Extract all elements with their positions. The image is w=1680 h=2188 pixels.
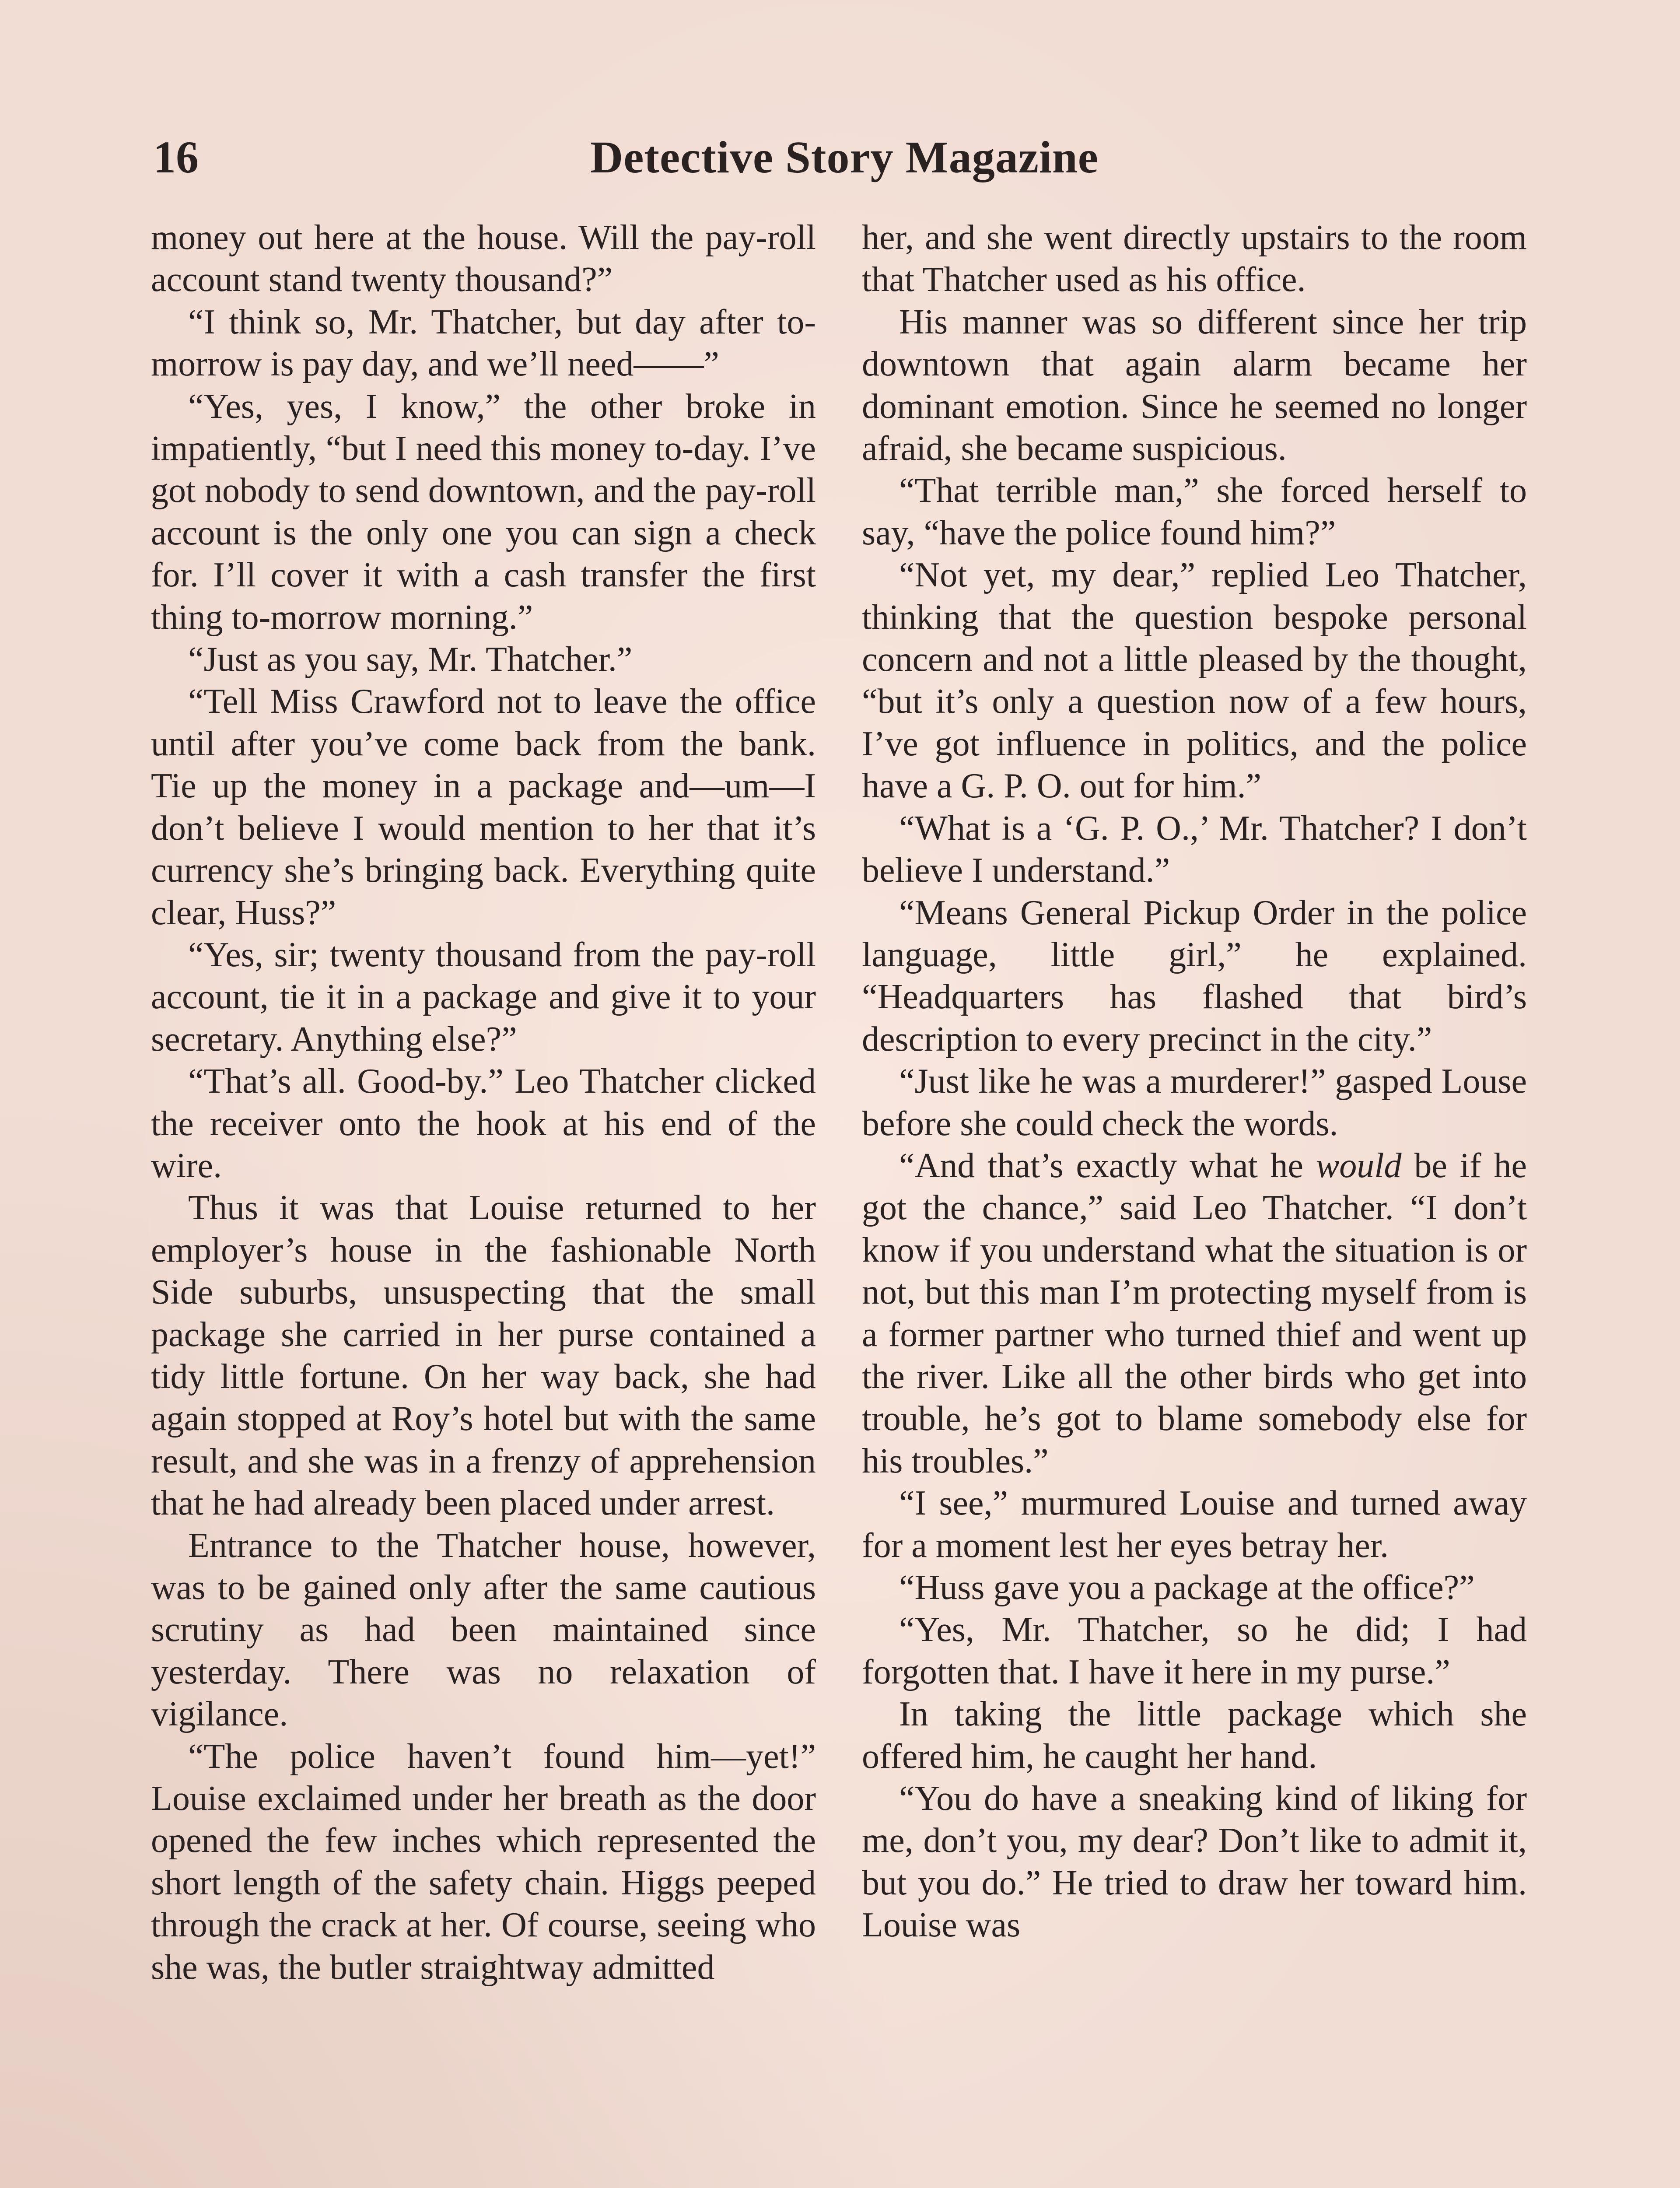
paragraph: money out here at the house. Will the pay-roll account stand twenty thousand?”: [151, 218, 816, 299]
paragraph: Thus it was that Louise returned to her employer’s house in the fashionable North Side suburbs, unsuspecting that the small package she carried in her purse contained a tidy little fortune. On her way back, she had again stopped at Roy’s hotel but with the same result, and she was in a frenzy of apprehension that he had already been placed under arrest.: [151, 1189, 816, 1523]
page-number: 16: [153, 132, 199, 182]
page-header: [144, 131, 1544, 193]
paragraph: “Huss gave you a package at the office?”: [899, 1568, 1475, 1607]
paragraph: “You do have a sneaking kind of liking for me, don’t you, my dear? Don’t like to admit it, but you do.” He tried to draw her toward him. Louise was: [862, 1779, 1527, 1945]
paragraph: her, and she went directly upstairs to the room that Thatcher used as his office.: [862, 218, 1527, 299]
paragraph: Entrance to the Thatcher house, however, was to be gained only after the same cautious scrutiny as had been maintained since yesterday. There was no relaxation of vigilance.: [151, 1526, 816, 1734]
right-column: [862, 217, 1527, 1946]
paragraph: “I see,” murmured Louise and turned away for a moment lest her eyes betray her.: [862, 1484, 1527, 1565]
paragraph-text: “And that’s exactly what he: [899, 1146, 1316, 1185]
paragraph-text: be if he got the chance,” said Leo Thatcher. “I don’t know if you understand what the situation is or not, but this man I’m protecting myself from is a former partner who turned thief and went up the river. Like all the other birds who get into trouble, he’s got to blame somebody else for his troubles.”: [862, 1146, 1527, 1480]
paragraph: In taking the little package which she offered him, he caught her hand.: [862, 1695, 1527, 1776]
paragraph: “Yes, yes, I know,” the other broke in impatiently, “but I need this money to-day. I’ve got nobody to send downtown, and the pay-roll account is the only one you can sign a check for. I’ll cover it with a cash transfer the first thing to-morrow morning.”: [151, 387, 816, 637]
paragraph: “Not yet, my dear,” replied Leo Thatcher, thinking that the question bespoke personal concern and not a little pleased by the thought, “but it’s only a question now of a few hours, I’ve got influence in politics, and the police have a G. P. O. out for him.”: [862, 556, 1527, 806]
paragraph: “I think so, Mr. Thatcher, but day after to-morrow is pay day, and we’ll need——”: [151, 302, 816, 384]
paragraph: “The police haven’t found him—yet!” Louise exclaimed under her breath as the door opened the few inches which represented the short length of the safety chain. Higgs peeped through the crack at her. Of course, seeing who she was, the butler straightway admitted: [151, 1737, 816, 1987]
paragraph: “What is a ‘G. P. O.,’ Mr. Thatcher? I don’t believe I understand.”: [862, 809, 1527, 890]
paragraph: [862, 1145, 1527, 1482]
running-title: Detective Story Magazine: [590, 132, 1099, 182]
paragraph: “Means General Pickup Order in the police language, little girl,” he explained. “Headquarters has flashed that bird’s description to every precinct in the city.”: [862, 893, 1527, 1059]
paragraph: “Just like he was a murderer!” gasped Louse before she could check the words.: [862, 1062, 1527, 1143]
paragraph: “Tell Miss Crawford not to leave the office until after you’ve come back from the bank. Tie up the money in a package and—um—I don’t believe I would mention to her that it’s currency she’s bringing back. Everything quite clear, Huss?”: [151, 682, 816, 932]
paragraph: His manner was so different since her trip downtown that again alarm became her dominant emotion. Since he seemed no longer afraid, she became suspicious.: [862, 302, 1527, 468]
emphasized-word: would: [1316, 1146, 1402, 1185]
paragraph: “Just as you say, Mr. Thatcher.”: [188, 640, 633, 679]
left-column: [151, 217, 816, 1988]
paragraph: “Yes, sir; twenty thousand from the pay-roll account, tie it in a package and give it to your secretary. Anything else?”: [151, 935, 816, 1059]
paragraph: “That’s all. Good-by.” Leo Thatcher clicked the receiver onto the hook at his end of the wire.: [151, 1062, 816, 1185]
paragraph: “Yes, Mr. Thatcher, so he did; I had forgotten that. I have it here in my purse.”: [862, 1610, 1527, 1691]
paragraph: “That terrible man,” she forced herself to say, “have the police found him?”: [862, 471, 1527, 552]
